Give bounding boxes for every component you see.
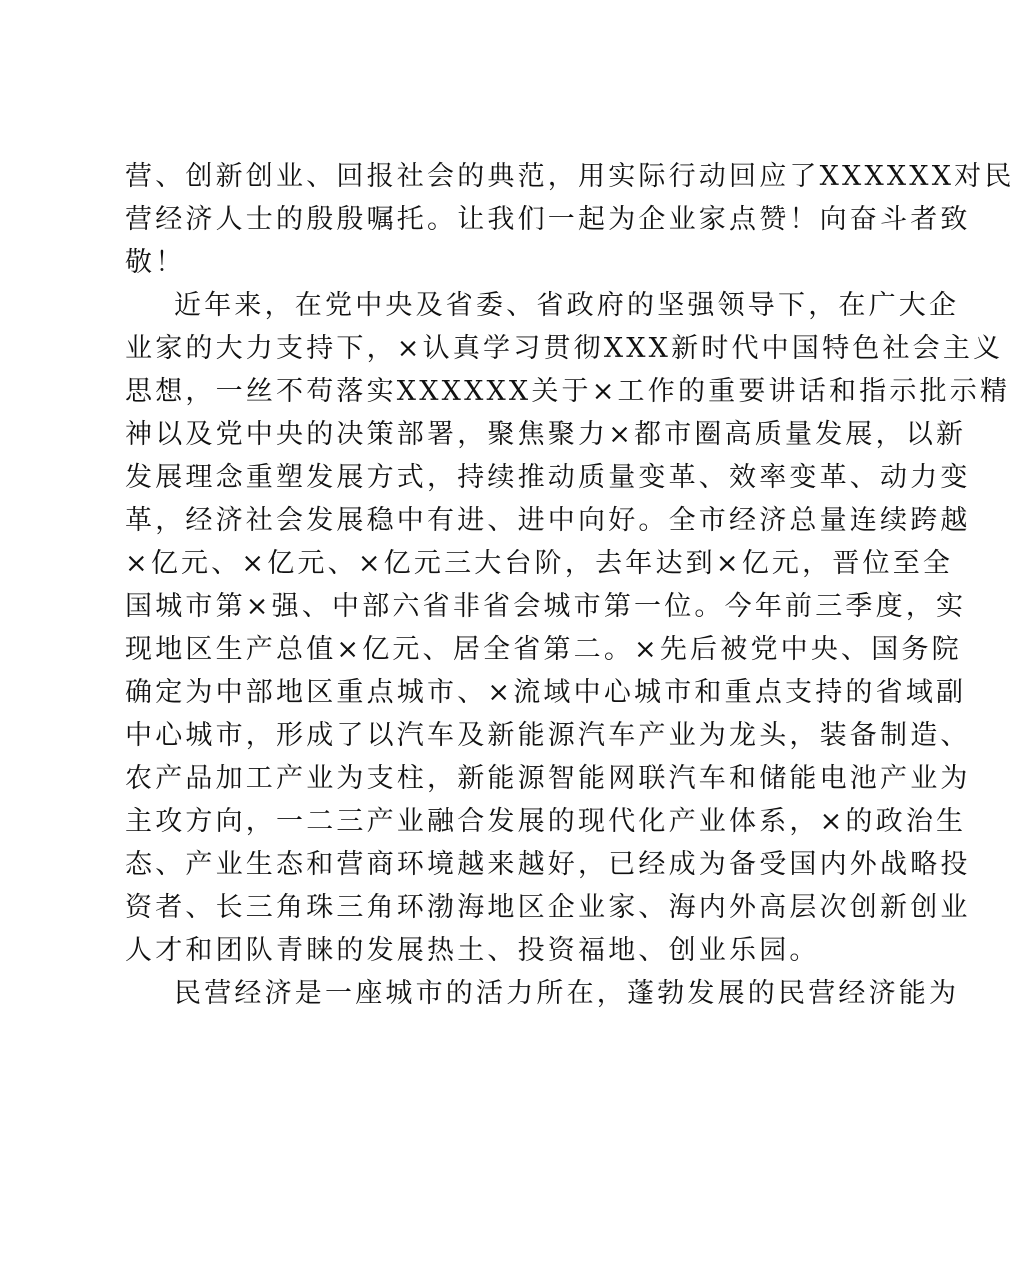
text-line-5: 业家的大力支持下，×认真学习贯彻XXX新时代中国特色社会主义 (125, 333, 1004, 364)
text-line-7: 神以及党中央的决策部署，聚焦聚力×都市圈高质量发展，以新 (125, 419, 967, 450)
text-line-18: 资者、长三角珠三角环渤海地区企业家、海内外高层次创新创业 (125, 892, 971, 923)
text-line-15: 农产品加工产业为支柱，新能源智能网联汽车和储能电池产业为 (125, 763, 971, 794)
paragraph-start-line: 民营经济是一座城市的活力所在，蓬勃发展的民营经济能为 (174, 978, 960, 1009)
text-line-9: 革，经济社会发展稳中有进、进中向好。全市经济总量连续跨越 (125, 505, 971, 536)
text-line-19: 人才和团队青睐的发展热土、投资福地、创业乐园。 (125, 935, 820, 966)
text-line-10: ×亿元、×亿元、×亿元三大台阶，去年达到×亿元，晋位至全 (125, 548, 954, 579)
text-line-17: 态、产业生态和营商环境越来越好，已经成为备受国内外战略投 (125, 849, 971, 880)
text-line-14: 中心城市，形成了以汽车及新能源汽车产业为龙头，装备制造、 (125, 720, 971, 751)
text-line-16: 主攻方向，一二三产业融合发展的现代化产业体系，×的政治生 (125, 806, 967, 837)
text-line-8: 发展理念重塑发展方式，持续推动质量变革、效率变革、动力变 (125, 462, 971, 493)
text-line-3: 敬！ (125, 247, 186, 278)
paragraph-start-line: 近年来，在党中央及省委、省政府的坚强领导下，在广大企 (174, 290, 960, 321)
text-line-11: 国城市第×强、中部六省非省会城市第一位。今年前三季度，实 (125, 591, 967, 622)
text-line-2: 营经济人士的殷殷嘱托。让我们一起为企业家点赞！向奋斗者致 (125, 204, 971, 235)
text-line-12: 现地区生产总值×亿元、居全省第二。×先后被党中央、国务院 (125, 634, 962, 665)
text-line-6: 思想，一丝不苟落实XXXXXX关于×工作的重要讲话和指示批示精 (125, 376, 1011, 407)
text-line-13: 确定为中部地区重点城市、×流域中心城市和重点支持的省域副 (125, 677, 967, 708)
text-line-1: 营、创新创业、回报社会的典范，用实际行动回应了XXXXXX对民 (125, 161, 1015, 192)
